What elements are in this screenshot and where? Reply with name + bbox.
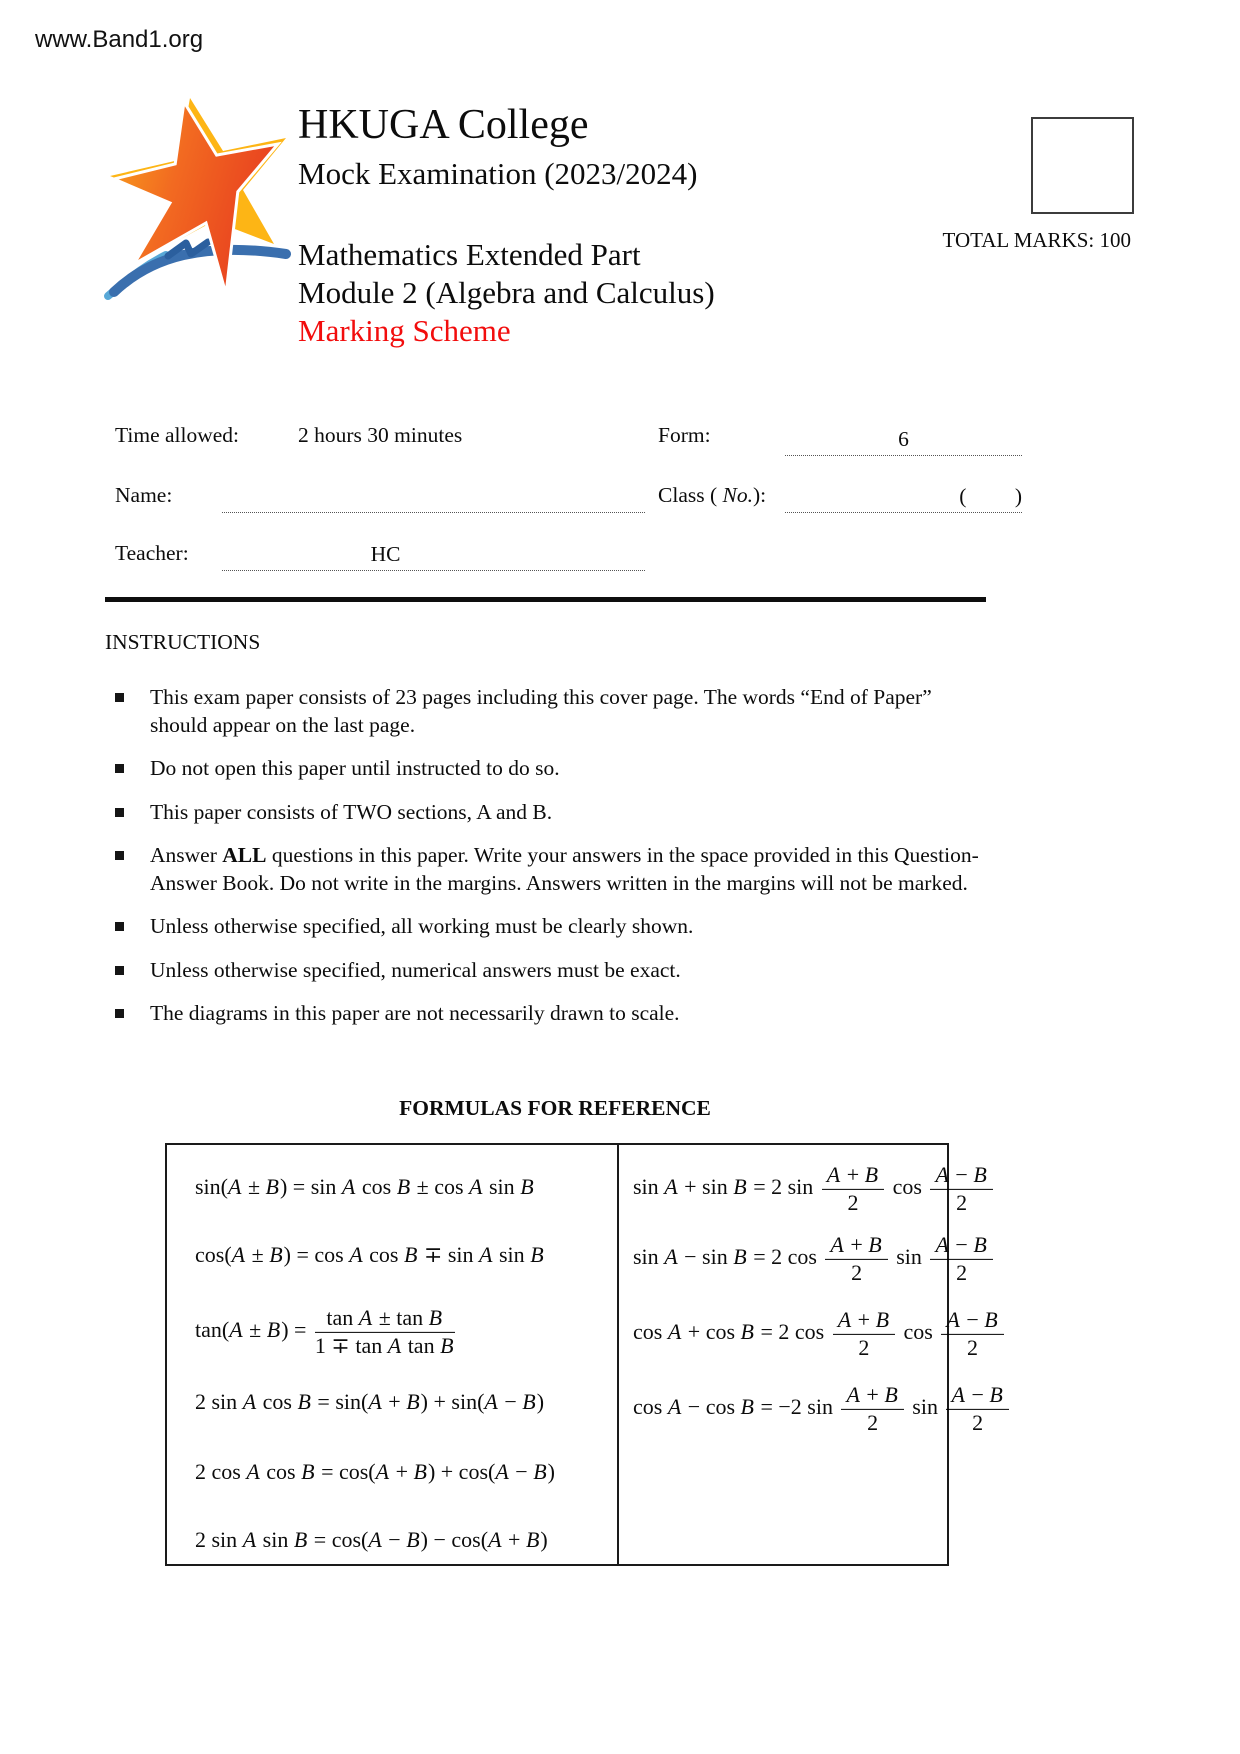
fraction: $\frac{A + B}{2}$	[823, 1233, 889, 1285]
name-label: Name:	[115, 483, 173, 507]
formula: tan(A ± B) = $\frac{\text{tan A ± tan B}}{\text{1 ∓ tan A tan B}}$	[195, 1306, 458, 1358]
time-allowed-value: 2 hours 30 minutes	[298, 423, 463, 447]
form-label: Form:	[658, 423, 711, 447]
instruction-item	[105, 1000, 990, 1028]
time-allowed-label: Time allowed:	[115, 423, 240, 447]
title-block	[298, 101, 715, 350]
swoosh-icon	[108, 242, 286, 296]
instruction-item	[105, 957, 990, 985]
school-name: HKUGA College	[298, 102, 589, 148]
formula: sin A − sin B = 2 cos $\frac{A + B}{2}$ sin $\frac{A - B}{2}$	[633, 1233, 996, 1285]
instruction-list	[105, 684, 990, 1028]
form-field	[785, 424, 1022, 456]
formula: 2 sin A cos B = sin(A + B) + sin(A − B)	[195, 1389, 545, 1414]
fraction: $\frac{A - B}{2}$	[928, 1233, 994, 1285]
formula: sin(A ± B) = sin A cos B ± cos A sin B	[195, 1174, 534, 1199]
teacher-value: HC	[370, 542, 401, 566]
star-icon	[110, 98, 286, 294]
fraction: $\frac{A + B}{2}$	[820, 1163, 886, 1215]
subject-title: Mathematics Extended Part	[298, 237, 641, 272]
instructions-title: INSTRUCTIONS	[105, 630, 261, 654]
formula: 2 cos A cos B = cos(A + B) + cos(A − B)	[195, 1459, 555, 1484]
formula: sin A + sin B = 2 sin $\frac{A + B}{2}$ cos $\frac{A - B}{2}$	[633, 1163, 996, 1215]
score-box	[1031, 117, 1134, 214]
formula: cos(A ± B) = cos A cos B ∓ sin A sin B	[195, 1242, 544, 1267]
bullet-square-icon	[115, 764, 124, 773]
formula: cos A + cos B = 2 cos $\frac{A + B}{2}$ cos $\frac{A - B}{2}$	[633, 1308, 1007, 1360]
teacher-label: Teacher:	[115, 541, 189, 565]
instruction-text: This paper consists of TWO sections, A and B.	[150, 799, 553, 824]
instruction-text: Unless otherwise specified, all working must be clearly shown.	[150, 914, 694, 938]
fraction: $\frac{\text{tan A ± tan B}}{\text{1 ∓ tan A tan B}}$	[314, 1304, 454, 1358]
form-value: 6	[898, 427, 909, 451]
instruction-item	[105, 842, 990, 897]
instruction-text: Do not open this paper until instructed to do so.	[150, 756, 560, 780]
formula: 2 sin A sin B = cos(A − B) − cos(A + B)	[195, 1527, 548, 1552]
formulas-table	[165, 1143, 1003, 1566]
formulas-title: FORMULAS FOR REFERENCE	[399, 1096, 711, 1120]
fraction: $\frac{A - B}{2}$	[944, 1383, 1010, 1435]
formulas-column-right	[617, 1145, 1003, 1564]
class-field	[785, 481, 1022, 513]
fraction: $\frac{A - B}{2}$	[939, 1308, 1005, 1360]
bullet-square-icon	[115, 1009, 124, 1018]
bullet-square-icon	[115, 693, 124, 702]
teacher-field	[222, 539, 645, 571]
instruction-text: Answer ALL questions in this paper. Write your answers in the space provided in this Question-Answer Book. Do not write in the margins. Answers written in the margins will not be marked.	[150, 843, 979, 895]
exam-title: Mock Examination (2023/2024)	[298, 156, 698, 191]
instruction-text: This exam paper consists of 23 pages including this cover page. The words “End of Paper” should appear on the last page.	[150, 685, 932, 737]
fraction: $\frac{A - B}{2}$	[928, 1163, 994, 1215]
bullet-square-icon	[115, 808, 124, 817]
marking-scheme-label: Marking Scheme	[298, 313, 511, 348]
instruction-item	[105, 755, 990, 783]
watermark-url: www.Band1.org	[35, 26, 204, 53]
module-title: Module 2 (Algebra and Calculus)	[298, 275, 715, 310]
divider-rule	[105, 597, 986, 602]
bullet-square-icon	[115, 922, 124, 931]
formulas-column-left	[167, 1145, 617, 1564]
school-logo	[104, 96, 292, 300]
fraction: $\frac{A + B}{2}$	[839, 1383, 905, 1435]
instruction-text: Unless otherwise specified, numerical answers must be exact.	[150, 957, 681, 982]
instruction-item	[105, 799, 990, 827]
class-label: Class ( No.):	[658, 483, 767, 507]
total-marks-label: TOTAL MARKS: 100	[942, 228, 1131, 252]
bullet-square-icon	[115, 966, 124, 975]
instruction-item	[105, 913, 990, 941]
instruction-item	[105, 684, 990, 739]
name-field	[222, 481, 645, 513]
formula: cos A − cos B = −2 sin $\frac{A + B}{2}$ sin $\frac{A - B}{2}$	[633, 1383, 1012, 1435]
fraction: $\frac{A + B}{2}$	[831, 1308, 897, 1360]
instruction-text: The diagrams in this paper are not necessarily drawn to scale.	[150, 1001, 680, 1025]
class-paren: ( )	[959, 484, 1022, 508]
bullet-square-icon	[115, 851, 124, 860]
instructions-section	[105, 630, 990, 1044]
